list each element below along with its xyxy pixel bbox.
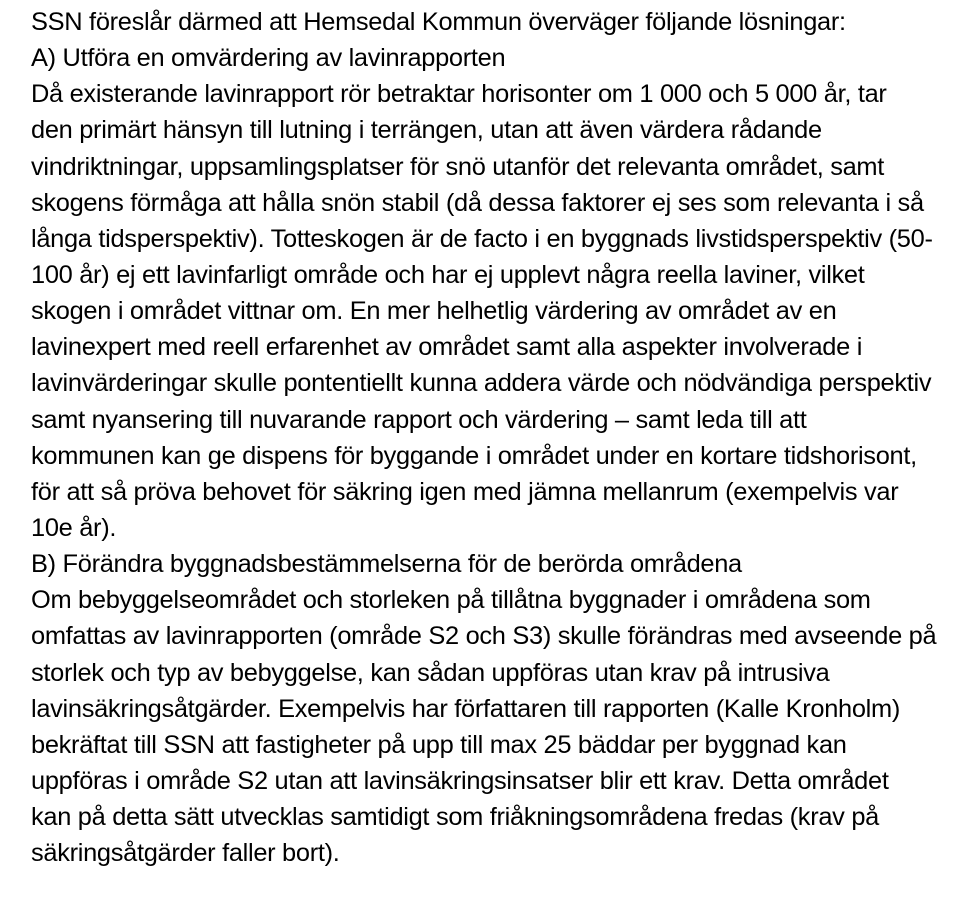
option-b-text-line: lavinsäkringsåtgärder. Exempelvis har författaren till rapporten (Kalle Kronholm) [31, 694, 901, 723]
intro-line: SSN föreslår därmed att Hemsedal Kommun överväger följande lösningar: [31, 8, 846, 36]
option-a-heading: A) Utföra en omvärdering av lavinrapporten [31, 44, 506, 73]
option-a-text-line: den primärt hänsyn till lutning i terrängen, utan att även värdera rådande [31, 116, 822, 145]
document-text [31, 4, 976, 871]
option-a-text-line: 10e år). [31, 513, 117, 542]
option-b-text-line: bekräftat till SSN att fastigheter på upp till max 25 bäddar per byggnad kan [31, 730, 847, 759]
option-a-text-line: lavinexpert med reell erfarenhet av området samt alla aspekter involverade i [31, 333, 863, 362]
option-a-text-line: skogens förmåga att hålla snön stabil (då dessa faktorer ej ses som relevanta i så [31, 188, 924, 217]
option-a-text-line: 100 år) ej ett lavinfarligt område och har ej upplevt några reella laviner, vilket [31, 260, 865, 289]
option-b-text-line: storlek och typ av bebyggelse, kan sådan uppföras utan krav på intrusiva [31, 658, 830, 687]
option-a-text-line: skogen i området vittnar om. En mer helhetlig värdering av området av en [31, 297, 837, 326]
option-b-text-line: Om bebyggelseområdet och storleken på tillåtna byggnader i områdena som [31, 586, 871, 615]
option-a-text-line: för att så pröva behovet för säkring igen med jämna mellanrum (exempelvis var [31, 477, 899, 506]
option-a-text-line: långa tidsperspektiv). Totteskogen är de facto i en byggnads livstidsperspektiv (50- [31, 224, 933, 253]
option-a-text-line: samt nyansering till nuvarande rapport och värdering – samt leda till att [31, 405, 807, 434]
option-b-text-line: uppföras i område S2 utan att lavinsäkringsinsatser blir ett krav. Detta området [31, 766, 889, 795]
option-b-text-line: omfattas av lavinrapporten (område S2 och S3) skulle förändras med avseende på [31, 622, 937, 651]
option-a-text-line: Då existerande lavinrapport rör betraktar horisonter om 1 000 och 5 000 år, tar [31, 80, 887, 109]
option-b-text-line: säkringsåtgärder faller bort). [31, 839, 340, 868]
option-b-text-line: kan på detta sätt utvecklas samtidigt som friåkningsområdena fredas (krav på [31, 803, 879, 832]
option-a-text-line: lavinvärderingar skulle pontentiellt kunna addera värde och nödvändiga perspektiv [31, 369, 932, 398]
option-a-text-line: kommunen kan ge dispens för byggande i området under en kortare tidshorisont, [31, 441, 917, 470]
option-b-heading: B) Förändra byggnadsbestämmelserna för de berörda områdena [31, 550, 742, 579]
option-a-text-line: vindriktningar, uppsamlingsplatser för snö utanför det relevanta området, samt [31, 152, 885, 181]
